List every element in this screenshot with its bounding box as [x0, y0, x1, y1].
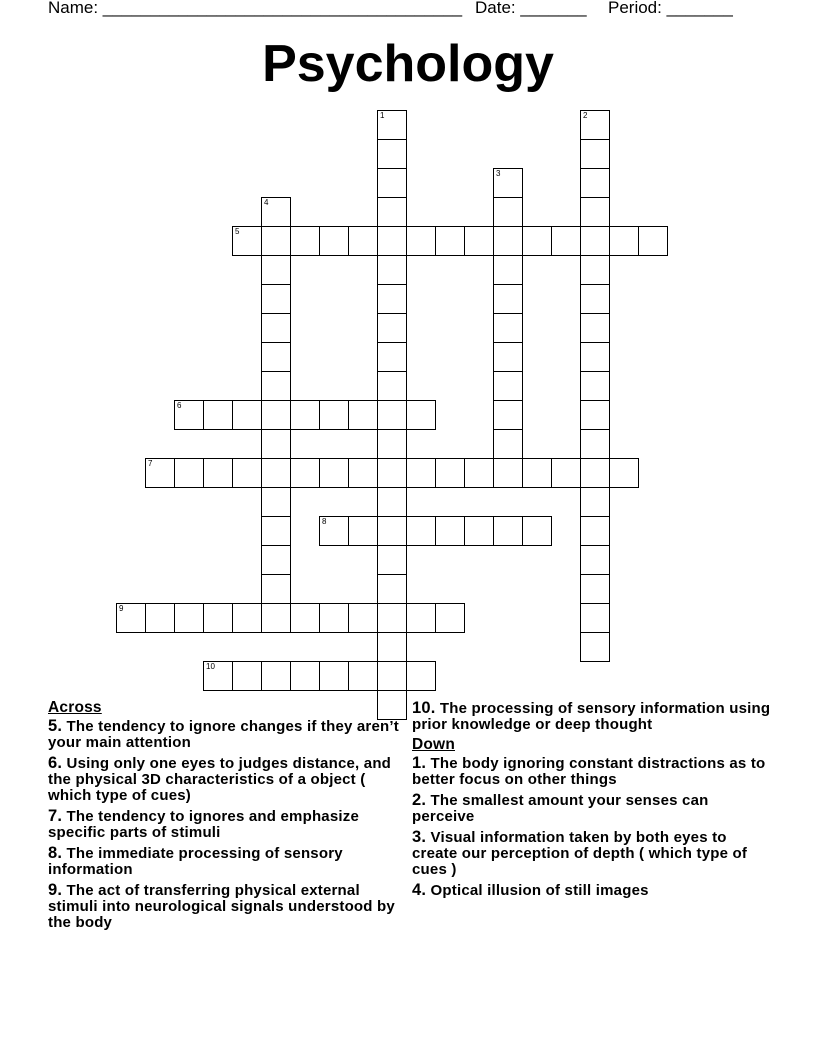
- grid-cell[interactable]: [522, 516, 552, 546]
- grid-cell[interactable]: [290, 400, 320, 430]
- grid-cell[interactable]: [377, 313, 407, 343]
- clue-across-8: [48, 845, 404, 878]
- grid-cell[interactable]: [377, 516, 407, 546]
- clue-number: 6.: [48, 754, 63, 772]
- clue-down-3: [412, 829, 772, 878]
- grid-cell[interactable]: [232, 661, 262, 691]
- grid-cell[interactable]: [232, 458, 262, 488]
- clues-right-column: [412, 700, 772, 903]
- grid-cell[interactable]: [348, 661, 378, 691]
- grid-cell[interactable]: [435, 226, 465, 256]
- grid-cell[interactable]: [464, 516, 494, 546]
- clue-text: Using only one eyes to judges distance, and the physical 3D characteristics of a object ( which type of cues): [48, 755, 392, 804]
- page-title: Psychology: [262, 35, 554, 93]
- grid-cell[interactable]: [174, 400, 204, 430]
- grid-cell[interactable]: [377, 110, 407, 140]
- grid-cell[interactable]: [377, 487, 407, 517]
- grid-cell[interactable]: [493, 371, 523, 401]
- grid-cell[interactable]: [377, 574, 407, 604]
- clue-text: The act of transferring physical external stimuli into neurological signals understood by the body: [48, 882, 395, 931]
- clue-text: The body ignoring constant distractions as to better focus on other things: [412, 755, 766, 788]
- clue-down-2: [412, 792, 772, 825]
- grid-cell[interactable]: [261, 487, 291, 517]
- grid-cell[interactable]: [174, 458, 204, 488]
- grid-cell[interactable]: [116, 603, 146, 633]
- clue-text: Optical illusion of still images: [430, 882, 649, 899]
- grid-cell[interactable]: [377, 197, 407, 227]
- clue-number-label: 7: [148, 459, 153, 468]
- grid-cell[interactable]: [319, 226, 349, 256]
- grid-cell[interactable]: [261, 255, 291, 285]
- grid-cell[interactable]: [203, 400, 233, 430]
- grid-cell[interactable]: [348, 458, 378, 488]
- clue-number-label: 4: [264, 198, 269, 207]
- grid-cell[interactable]: [377, 284, 407, 314]
- grid-cell[interactable]: [261, 603, 291, 633]
- grid-cell[interactable]: [377, 168, 407, 198]
- grid-cell[interactable]: [261, 574, 291, 604]
- grid-cell[interactable]: [290, 603, 320, 633]
- clue-across-9: [48, 882, 404, 931]
- grid-cell[interactable]: [261, 458, 291, 488]
- clue-text: The tendency to ignore changes if they aren’t your main attention: [48, 718, 399, 751]
- grid-cell[interactable]: [406, 400, 436, 430]
- grid-cell[interactable]: [232, 603, 262, 633]
- student-info-header: [48, 0, 768, 18]
- grid-cell[interactable]: [290, 226, 320, 256]
- clue-number-label: 8: [322, 517, 327, 526]
- clue-number: 9.: [48, 881, 63, 899]
- grid-cell[interactable]: [377, 342, 407, 372]
- clue-down-1: [412, 755, 772, 788]
- grid-cell[interactable]: [203, 458, 233, 488]
- grid-cell[interactable]: [261, 516, 291, 546]
- grid-cell[interactable]: [261, 284, 291, 314]
- grid-cell[interactable]: [261, 342, 291, 372]
- grid-cell[interactable]: [261, 371, 291, 401]
- clue-number: 1.: [412, 754, 427, 772]
- grid-cell[interactable]: [580, 516, 610, 546]
- clue-down-4: [412, 882, 772, 899]
- grid-cell[interactable]: [580, 400, 610, 430]
- grid-cell[interactable]: [580, 342, 610, 372]
- grid-cell[interactable]: [377, 661, 407, 691]
- grid-cell[interactable]: [261, 197, 291, 227]
- grid-cell[interactable]: [435, 516, 465, 546]
- grid-cell[interactable]: [580, 574, 610, 604]
- grid-cell[interactable]: [493, 400, 523, 430]
- across-heading: Across: [48, 699, 102, 716]
- grid-cell[interactable]: [493, 168, 523, 198]
- clue-number: 10.: [412, 699, 436, 717]
- grid-cell[interactable]: [580, 226, 610, 256]
- grid-cell[interactable]: [203, 603, 233, 633]
- clue-number: 3.: [412, 828, 427, 846]
- grid-cell[interactable]: [435, 603, 465, 633]
- grid-cell[interactable]: [435, 458, 465, 488]
- grid-cell[interactable]: [261, 545, 291, 575]
- grid-cell[interactable]: [319, 661, 349, 691]
- grid-cell[interactable]: [261, 400, 291, 430]
- clue-text: The smallest amount your senses can perceive: [412, 792, 709, 825]
- grid-cell[interactable]: [145, 603, 175, 633]
- grid-cell[interactable]: [377, 429, 407, 459]
- grid-cell[interactable]: [377, 371, 407, 401]
- clue-number-label: 3: [496, 169, 501, 178]
- grid-cell[interactable]: [319, 400, 349, 430]
- grid-cell[interactable]: [493, 284, 523, 314]
- name-field[interactable]: Name: ______________________________________: [48, 0, 463, 17]
- grid-cell[interactable]: [493, 458, 523, 488]
- grid-cell[interactable]: [377, 603, 407, 633]
- grid-cell[interactable]: [377, 545, 407, 575]
- grid-cell[interactable]: [203, 661, 233, 691]
- grid-cell[interactable]: [638, 226, 668, 256]
- grid-cell[interactable]: [145, 458, 175, 488]
- grid-cell[interactable]: [464, 458, 494, 488]
- grid-cell[interactable]: [493, 342, 523, 372]
- grid-cell[interactable]: [406, 603, 436, 633]
- clue-across-10: [412, 700, 772, 733]
- clue-number-label: 6: [177, 401, 182, 410]
- clue-number: 7.: [48, 807, 63, 825]
- grid-cell[interactable]: [261, 313, 291, 343]
- grid-cell[interactable]: [609, 458, 639, 488]
- grid-cell[interactable]: [406, 661, 436, 691]
- grid-cell[interactable]: [464, 226, 494, 256]
- down-heading: Down: [412, 736, 455, 753]
- clue-text: Visual information taken by both eyes to create our perception of depth ( which type of cues ): [412, 829, 748, 878]
- grid-cell[interactable]: [232, 226, 262, 256]
- grid-cell[interactable]: [522, 458, 552, 488]
- grid-cell[interactable]: [493, 313, 523, 343]
- grid-cell[interactable]: [232, 400, 262, 430]
- grid-cell[interactable]: [319, 516, 349, 546]
- grid-cell[interactable]: [377, 139, 407, 169]
- grid-cell[interactable]: [580, 255, 610, 285]
- grid-cell[interactable]: [493, 226, 523, 256]
- grid-cell[interactable]: [580, 458, 610, 488]
- grid-cell[interactable]: [551, 458, 581, 488]
- clue-text: The tendency to ignores and emphasize specific parts of stimuli: [48, 808, 360, 841]
- grid-cell[interactable]: [522, 226, 552, 256]
- grid-cell[interactable]: [319, 458, 349, 488]
- clue-across-5: [48, 718, 404, 751]
- clue-number-label: 1: [380, 111, 385, 120]
- clue-number-label: 9: [119, 604, 124, 613]
- grid-cell[interactable]: [377, 400, 407, 430]
- grid-cell[interactable]: [377, 632, 407, 662]
- grid-cell[interactable]: [580, 284, 610, 314]
- clue-across-6: [48, 755, 404, 804]
- grid-cell[interactable]: [580, 603, 610, 633]
- period-field[interactable]: Period: _______: [608, 0, 733, 17]
- grid-cell[interactable]: [174, 603, 204, 633]
- grid-cell[interactable]: [348, 603, 378, 633]
- grid-cell[interactable]: [580, 313, 610, 343]
- grid-cell[interactable]: [406, 516, 436, 546]
- clue-text: The immediate processing of sensory information: [48, 845, 343, 878]
- grid-cell[interactable]: [377, 458, 407, 488]
- clue-number: 4.: [412, 881, 427, 899]
- grid-cell[interactable]: [406, 458, 436, 488]
- grid-cell[interactable]: [348, 226, 378, 256]
- grid-cell[interactable]: [493, 197, 523, 227]
- clue-number: 5.: [48, 717, 63, 735]
- grid-cell[interactable]: [406, 226, 436, 256]
- clue-number: 8.: [48, 844, 63, 862]
- grid-cell[interactable]: [290, 458, 320, 488]
- grid-cell[interactable]: [377, 255, 407, 285]
- grid-cell[interactable]: [580, 545, 610, 575]
- clue-number: 2.: [412, 791, 427, 809]
- grid-cell[interactable]: [580, 197, 610, 227]
- clue-number-label: 10: [206, 662, 215, 671]
- grid-cell[interactable]: [580, 632, 610, 662]
- clue-text: The processing of sensory information using prior knowledge or deep thought: [412, 700, 771, 733]
- clues-left-column: [48, 700, 404, 935]
- clue-number-label: 5: [235, 227, 240, 236]
- grid-cell[interactable]: [261, 429, 291, 459]
- grid-cell[interactable]: [290, 661, 320, 691]
- grid-cell[interactable]: [493, 429, 523, 459]
- grid-cell[interactable]: [348, 516, 378, 546]
- grid-cell[interactable]: [377, 226, 407, 256]
- grid-cell[interactable]: [580, 429, 610, 459]
- grid-cell[interactable]: [580, 168, 610, 198]
- date-field[interactable]: Date: _______: [475, 0, 587, 17]
- grid-cell[interactable]: [580, 139, 610, 169]
- clue-number-label: 2: [583, 111, 588, 120]
- grid-cell[interactable]: [348, 400, 378, 430]
- grid-cell[interactable]: [493, 255, 523, 285]
- grid-cell[interactable]: [551, 226, 581, 256]
- grid-cell[interactable]: [580, 487, 610, 517]
- grid-cell[interactable]: [609, 226, 639, 256]
- grid-cell[interactable]: [580, 110, 610, 140]
- clue-across-7: [48, 808, 404, 841]
- grid-cell[interactable]: [261, 226, 291, 256]
- grid-cell[interactable]: [493, 516, 523, 546]
- grid-cell[interactable]: [261, 661, 291, 691]
- grid-cell[interactable]: [580, 371, 610, 401]
- grid-cell[interactable]: [319, 603, 349, 633]
